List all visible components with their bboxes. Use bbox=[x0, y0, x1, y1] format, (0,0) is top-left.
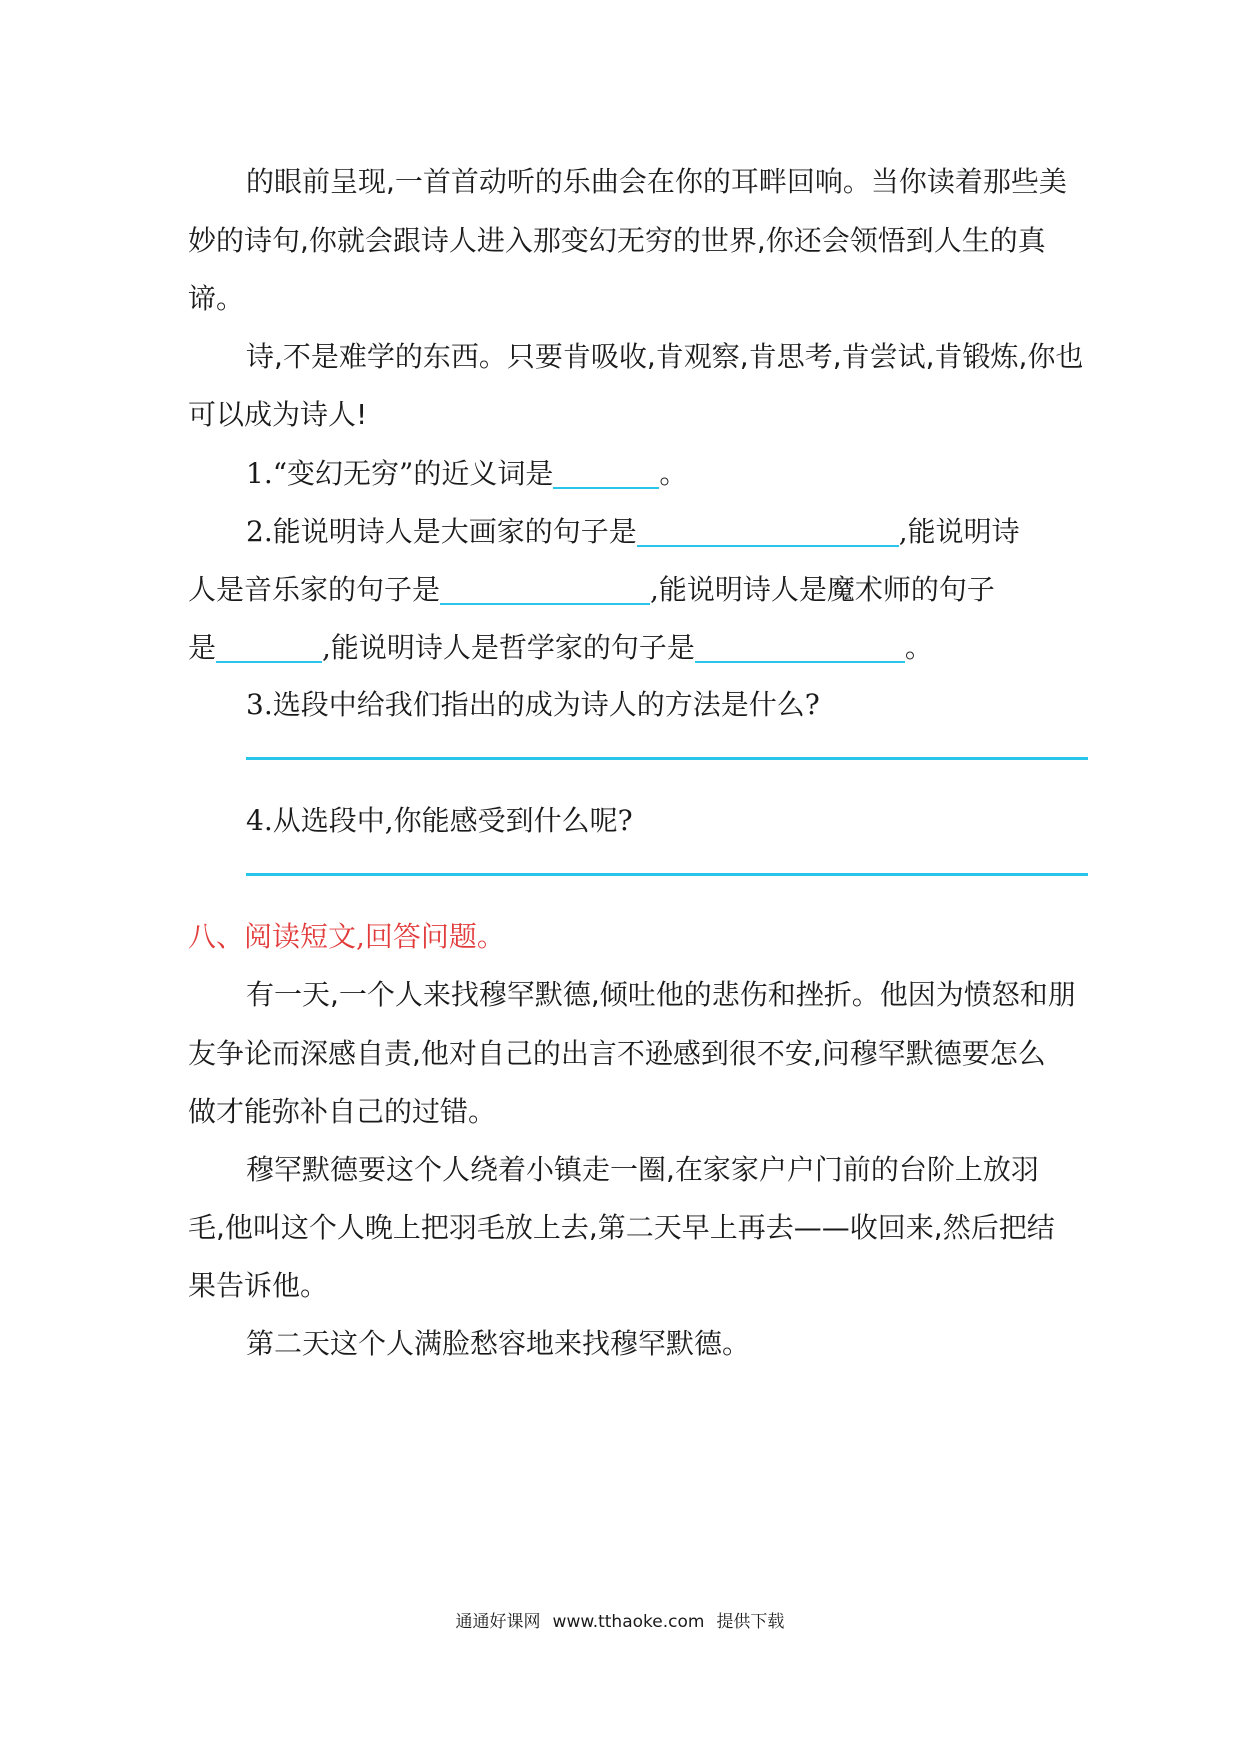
question-2-text: 是 bbox=[188, 631, 217, 664]
page-footer bbox=[0, 1610, 1240, 1634]
question-2-text: 人是音乐家的句子是 bbox=[188, 573, 441, 606]
question-2-text: 2.能说明诗人是大画家的句子是 bbox=[246, 515, 637, 548]
footer-url[interactable]: www.tthaoke.com bbox=[552, 1612, 705, 1632]
question-1-end: 。 bbox=[659, 457, 688, 490]
passage-line: 妙的诗句,你就会跟诗人进入那变幻无穷的世界,你还会领悟到人生的真 bbox=[188, 224, 1046, 257]
question-2-text: ,能说明诗 bbox=[898, 515, 1020, 548]
passage-line: 毛,他叫这个人晚上把羽毛放上去,第二天早上再去——收回来,然后把结 bbox=[188, 1211, 1055, 1244]
question-2-line-1 bbox=[246, 511, 1146, 552]
question-4: 4.从选段中,你能感受到什么呢? bbox=[246, 804, 633, 837]
passage-line: 果告诉他。 bbox=[188, 1269, 329, 1302]
passage-line: 可以成为诗人! bbox=[188, 398, 368, 431]
question-2-text: ,能说明诗人是哲学家的句子是 bbox=[322, 631, 695, 664]
answer-blank[interactable] bbox=[695, 627, 905, 663]
footer-site-name: 通通好课网 bbox=[455, 1612, 541, 1632]
question-1-text: 1.“变幻无穷”的近义词是 bbox=[246, 457, 554, 490]
question-2-line-3 bbox=[188, 627, 1088, 668]
answer-blank[interactable] bbox=[216, 627, 322, 663]
question-2-line-2 bbox=[188, 569, 1088, 610]
passage-line: 做才能弥补自己的过错。 bbox=[188, 1095, 497, 1128]
passage-line: 的眼前呈现,一首首动听的乐曲会在你的耳畔回响。当你读着那些美 bbox=[246, 165, 1067, 198]
question-2-text: ,能说明诗人是魔术师的句子 bbox=[650, 573, 995, 606]
passage-line: 第二天这个人满脸愁容地来找穆罕默德。 bbox=[246, 1327, 751, 1360]
answer-blank[interactable] bbox=[553, 453, 659, 489]
answer-line[interactable] bbox=[246, 757, 1088, 760]
passage-line: 友争论而深感自责,他对自己的出言不逊感到很不安,问穆罕默德要怎么 bbox=[188, 1037, 1046, 1070]
answer-blank[interactable] bbox=[637, 511, 899, 547]
answer-blank[interactable] bbox=[440, 569, 650, 605]
answer-line[interactable] bbox=[246, 873, 1088, 876]
passage-line: 有一天,一个人来找穆罕默德,倾吐他的悲伤和挫折。他因为愤怒和朋 bbox=[246, 978, 1076, 1011]
question-2-end: 。 bbox=[904, 631, 933, 664]
passage-line: 穆罕默德要这个人绕着小镇走一圈,在家家户户门前的台阶上放羽 bbox=[246, 1153, 1039, 1186]
passage-line: 谛。 bbox=[188, 282, 245, 315]
question-3: 3.选段中给我们指出的成为诗人的方法是什么? bbox=[246, 688, 820, 721]
section-heading: 八、阅读短文,回答问题。 bbox=[188, 920, 505, 953]
footer-note: 提供下载 bbox=[716, 1612, 785, 1632]
question-1 bbox=[246, 453, 1146, 494]
passage-line: 诗,不是难学的东西。只要肯吸收,肯观察,肯思考,肯尝试,肯锻炼,你也 bbox=[246, 340, 1084, 373]
